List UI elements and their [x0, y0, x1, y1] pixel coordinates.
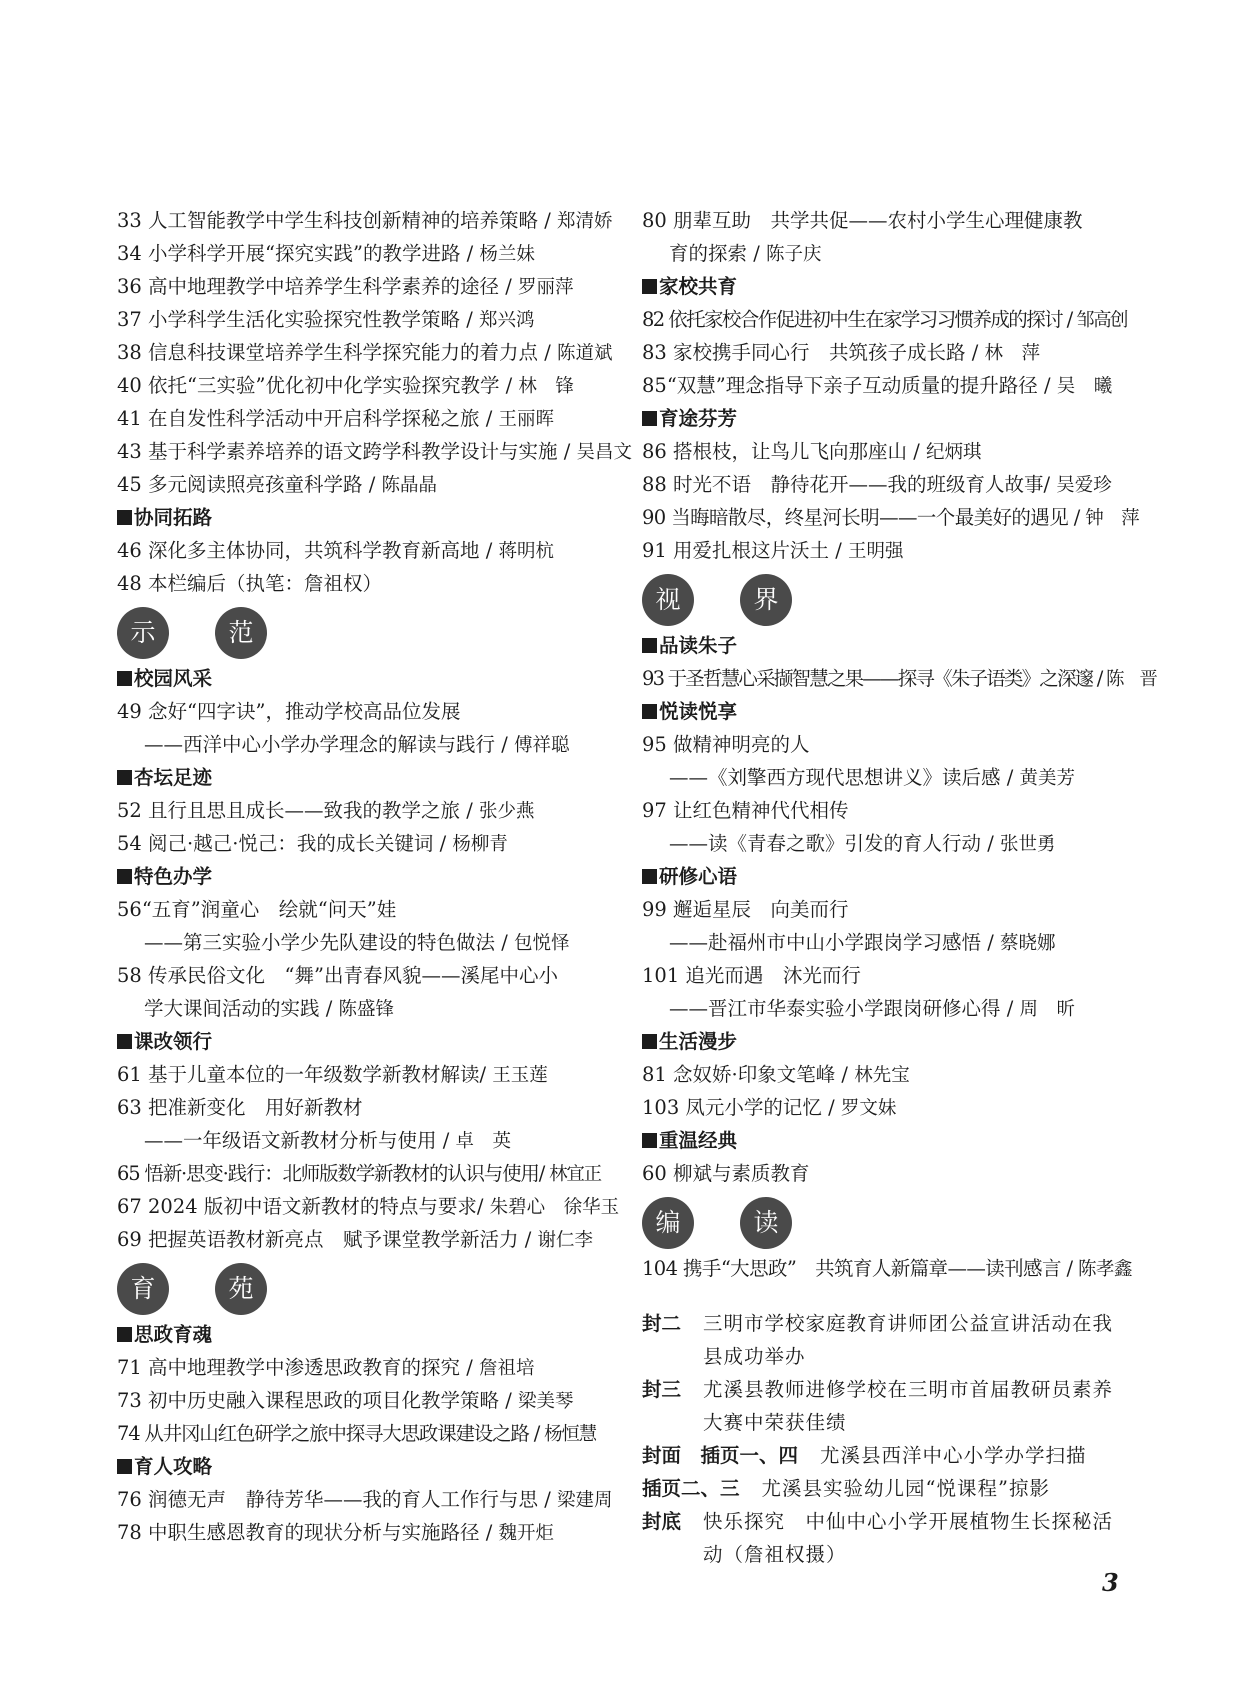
entry-title: 99 邂逅星辰 向美而行	[642, 898, 849, 921]
cover-note-label: 封三	[642, 1378, 682, 1401]
square-bullet-icon	[642, 638, 657, 653]
section-heading: 课改领行	[117, 1025, 607, 1058]
cover-note-label: 封二	[642, 1312, 682, 1335]
entry-title: 学大课间活动的实践 /	[144, 997, 339, 1020]
entry-title: 104 携手“大思政” 共筑育人新篇章——读刊感言 /	[642, 1257, 1079, 1280]
section-heading: 协同拓路	[117, 501, 607, 534]
toc-entry[interactable]	[642, 959, 1132, 992]
entry-title: 88 时光不语 静待花开——我的班级育人故事/	[642, 473, 1057, 496]
entry-author: 吴爱珍	[1056, 475, 1112, 496]
toc-entry[interactable]	[642, 1252, 1132, 1285]
entry-title: ——第三实验小学少先队建设的特色做法 /	[144, 931, 514, 954]
toc-entry[interactable]	[642, 435, 1132, 468]
toc-entry[interactable]	[117, 336, 613, 369]
square-bullet-icon	[642, 1034, 657, 1049]
section-heading: 校园风采	[117, 662, 607, 695]
entry-title: 育的探索 /	[669, 242, 766, 265]
toc-entry[interactable]	[642, 662, 1157, 695]
entry-title: 90 当晦暗散尽，终星河长明——一个最美好的遇见 /	[642, 506, 1086, 529]
toc-entry[interactable]	[117, 1058, 607, 1091]
toc-entry[interactable]	[642, 1157, 1132, 1190]
category-char-circle: 范	[215, 607, 267, 659]
entry-author: 林 萍	[984, 343, 1040, 364]
entry-title: 54 阅己·越己·悦己：我的成长关键词 /	[117, 832, 453, 855]
entry-title: 65 悟新·思变·践行：北师版数学新教材的认识与使用/	[117, 1162, 550, 1185]
entry-author: 郑兴鸿	[478, 310, 535, 331]
toc-entry[interactable]	[642, 1091, 1132, 1124]
entry-author: 林先宝	[854, 1065, 910, 1086]
cover-note-text: 尤溪县西洋中心小学办学扫描	[820, 1444, 1087, 1467]
entry-title: 58 传承民俗文化 “舞”出青春风貌——溪尾中心小	[117, 964, 558, 987]
entry-author: 梁美琴	[517, 1391, 574, 1412]
entry-author: 陈 晋	[1105, 669, 1157, 690]
spacer	[642, 1285, 1132, 1307]
section-heading: 悦读悦享	[642, 695, 1132, 728]
entry-title: ——晋江市华泰实验小学跟岗研修心得 /	[669, 997, 1020, 1020]
section-heading: 杏坛足迹	[117, 761, 607, 794]
toc-entry[interactable]	[117, 270, 607, 303]
toc-entry[interactable]	[642, 893, 1132, 926]
page-number: 3	[1102, 1568, 1119, 1597]
entry-title: ——一年级语文新教材分析与使用 /	[144, 1129, 456, 1152]
toc-entry-subtitle[interactable]	[642, 992, 1132, 1025]
section-heading: 重温经典	[642, 1124, 1132, 1157]
toc-entry[interactable]	[117, 1223, 607, 1256]
toc-entry[interactable]	[642, 369, 1132, 402]
toc-entry-subtitle[interactable]	[117, 1124, 607, 1157]
cover-note	[642, 1373, 1132, 1439]
section-heading: 品读朱子	[642, 629, 1132, 662]
cover-note	[642, 1439, 1132, 1472]
entry-author: 王玉莲	[492, 1065, 548, 1086]
entry-title: 80 朋辈互助 共学共促——农村小学生心理健康教	[642, 209, 1083, 232]
toc-entry[interactable]	[117, 794, 607, 827]
entry-title: 33 人工智能教学中学生科技创新精神的培养策略 /	[117, 209, 557, 232]
entry-title: 97 让红色精神代代相传	[642, 799, 849, 822]
toc-entry-subtitle[interactable]	[642, 926, 1132, 959]
cover-note	[642, 1505, 1132, 1571]
entry-title: 52 且行且思且成长——致我的教学之旅 /	[117, 799, 479, 822]
entry-author: 王明强	[847, 541, 904, 562]
toc-entry[interactable]	[642, 794, 1132, 827]
entry-title: 95 做精神明亮的人	[642, 733, 810, 756]
cover-note-label: 封底	[642, 1510, 682, 1533]
category-banner	[117, 600, 607, 662]
entry-author: 邹高创	[1076, 310, 1127, 331]
entry-author: 陈子庆	[765, 244, 822, 265]
entry-title: 71 高中地理教学中渗透思政教育的探究 /	[117, 1356, 479, 1379]
square-bullet-icon	[117, 770, 132, 785]
toc-entry[interactable]	[117, 1190, 620, 1223]
square-bullet-icon	[117, 1327, 132, 1342]
entry-author: 陈道斌	[556, 343, 613, 364]
section-heading: 研修心语	[642, 860, 1132, 893]
entry-author: 张世勇	[999, 834, 1056, 855]
toc-entry[interactable]	[117, 1091, 607, 1124]
toc-entry[interactable]	[117, 567, 607, 600]
toc-entry[interactable]	[642, 336, 1132, 369]
square-bullet-icon	[642, 704, 657, 719]
toc-entry[interactable]	[642, 468, 1132, 501]
entry-author: 詹祖培	[478, 1358, 535, 1379]
toc-entry[interactable]	[117, 827, 607, 860]
cover-note	[642, 1472, 1132, 1505]
entry-title: 103 凤元小学的记忆 /	[642, 1096, 841, 1119]
toc-entry[interactable]	[642, 204, 1132, 237]
entry-author: 周 昕	[1019, 999, 1075, 1020]
category-banner	[642, 1190, 1132, 1252]
section-heading: 家校共育	[642, 270, 1132, 303]
entry-title: 69 把握英语教材新亮点 赋予课堂教学新活力 /	[117, 1228, 538, 1251]
entry-title: 40 依托“三实验”优化初中化学实验探究教学 /	[117, 374, 519, 397]
entry-title: 43 基于科学素养培养的语文跨学科教学设计与实施 /	[117, 440, 577, 463]
category-char-circle: 示	[117, 607, 169, 659]
entry-author: 罗丽萍	[517, 277, 574, 298]
toc-entry[interactable]	[117, 402, 607, 435]
toc-entry[interactable]	[642, 728, 1132, 761]
entry-title: 85“双慧”理念指导下亲子互动质量的提升路径 /	[642, 374, 1057, 397]
entry-title: 74 从井冈山红色研学之旅中探寻大思政课建设之路 /	[117, 1422, 545, 1445]
entry-author: 杨兰妹	[479, 244, 535, 265]
entry-author: 魏开炬	[498, 1523, 554, 1544]
toc-entry[interactable]	[117, 237, 607, 270]
toc-entry-subtitle[interactable]	[117, 926, 607, 959]
entry-title: 76 润德无声 静待芳华——我的育人工作行与思 /	[117, 1488, 557, 1511]
square-bullet-icon	[642, 1133, 657, 1148]
toc-entry[interactable]	[642, 501, 1139, 534]
section-heading: 育途芬芳	[642, 402, 1132, 435]
entry-author: 罗文妹	[840, 1098, 897, 1119]
entry-title: 49 念好“四字诀”，推动学校高品位发展	[117, 700, 461, 723]
entry-author: 吴 曦	[1056, 376, 1113, 397]
entry-title: 37 小学科学生活化实验探究性教学策略 /	[117, 308, 479, 331]
cover-note-text: 三明市学校家庭教育讲师团公益宣讲活动在我县成功举办	[703, 1312, 1114, 1368]
toc-entry[interactable]	[117, 534, 607, 567]
category-banner	[117, 1256, 607, 1318]
toc-left-column	[117, 204, 632, 1549]
entry-title: ——赴福州市中山小学跟岗学习感悟 /	[669, 931, 1000, 954]
entry-title: 63 把准新变化 用好新教材	[117, 1096, 363, 1119]
entry-author: 蒋明杭	[498, 541, 554, 562]
entry-author: 林宜正	[549, 1164, 601, 1185]
toc-entry[interactable]	[642, 1058, 1132, 1091]
toc-entry[interactable]	[117, 1157, 607, 1190]
entry-author: 蔡晓娜	[999, 933, 1056, 954]
toc-entry[interactable]	[117, 1384, 607, 1417]
toc-entry[interactable]	[117, 1351, 607, 1384]
square-bullet-icon	[642, 869, 657, 884]
toc-entry[interactable]	[117, 695, 607, 728]
square-bullet-icon	[117, 510, 132, 525]
cover-note-label: 封面 插页一、四	[642, 1444, 799, 1467]
toc-entry[interactable]	[117, 893, 607, 926]
entry-author: 纪炳琪	[925, 442, 982, 463]
entry-author: 张少燕	[478, 801, 535, 822]
entry-author: 陈盛锋	[338, 999, 394, 1020]
square-bullet-icon	[117, 1034, 132, 1049]
category-char-circle: 育	[117, 1263, 169, 1315]
toc-entry[interactable]	[117, 303, 607, 336]
toc-entry[interactable]	[117, 468, 607, 501]
entry-title: 91 用爱扎根这片沃土 /	[642, 539, 848, 562]
entry-author: 杨柳青	[452, 834, 508, 855]
category-char-circle: 苑	[215, 1263, 267, 1315]
category-char-circle: 界	[740, 574, 792, 626]
cover-note-label: 插页二、三	[642, 1477, 740, 1500]
entry-title: 101 追光而遇 沐光而行	[642, 964, 861, 987]
entry-author: 郑清娇	[556, 211, 613, 232]
entry-title: 46 深化多主体协同，共筑科学教育新高地 /	[117, 539, 499, 562]
toc-entry[interactable]	[117, 204, 613, 237]
toc-entry-subtitle[interactable]	[117, 728, 607, 761]
cover-note-text: 尤溪县实验幼儿园“悦课程”掠影	[761, 1477, 1050, 1500]
cover-note	[642, 1307, 1132, 1373]
entry-author: 林 锋	[518, 376, 574, 397]
entry-title: ——《刘擎西方现代思想讲义》读后感 /	[669, 766, 1020, 789]
section-heading: 生活漫步	[642, 1025, 1132, 1058]
toc-entry[interactable]	[117, 435, 632, 468]
toc-entry[interactable]	[642, 303, 1132, 336]
toc-entry[interactable]	[117, 1417, 607, 1450]
entry-title: 34 小学科学开展“探究实践”的教学进路 /	[117, 242, 480, 265]
toc-entry-subtitle[interactable]	[117, 992, 607, 1025]
entry-author: 包悦怿	[513, 933, 570, 954]
entry-title: 45 多元阅读照亮孩童科学路 /	[117, 473, 382, 496]
entry-author: 杨恒慧	[544, 1424, 596, 1445]
section-heading: 思政育魂	[117, 1318, 607, 1351]
entry-title: 61 基于儿童本位的一年级数学新教材解读/	[117, 1063, 493, 1086]
square-bullet-icon	[642, 279, 657, 294]
entry-title: 83 家校携手同心行 共筑孩子成长路 /	[642, 341, 985, 364]
toc-entry[interactable]	[117, 959, 607, 992]
toc-entry-subtitle[interactable]	[642, 761, 1132, 794]
square-bullet-icon	[117, 671, 132, 686]
entry-title: 48 本栏编后（执笔：詹祖权）	[117, 572, 383, 595]
toc-right-column	[642, 204, 1157, 1571]
entry-title: 73 初中历史融入课程思政的项目化教学策略 /	[117, 1389, 518, 1412]
toc-entry[interactable]	[642, 534, 1132, 567]
entry-title: 81 念奴娇·印象文笔峰 /	[642, 1063, 855, 1086]
entry-title: 82 依托家校合作促进初中生在家学习习惯养成的探讨 /	[642, 308, 1077, 331]
category-char-circle: 视	[642, 574, 694, 626]
entry-title: ——读《青春之歌》引发的育人行动 /	[669, 832, 1000, 855]
square-bullet-icon	[117, 869, 132, 884]
entry-author: 陈孝鑫	[1078, 1259, 1132, 1280]
toc-entry-subtitle[interactable]	[642, 237, 1132, 270]
entry-author: 陈晶晶	[381, 475, 437, 496]
section-heading: 育人攻略	[117, 1450, 607, 1483]
entry-author: 谢仁李	[537, 1230, 593, 1251]
entry-author: 朱碧心 徐华玉	[489, 1197, 620, 1218]
category-char-circle: 读	[740, 1197, 792, 1249]
cover-note-text: 尤溪县教师进修学校在三明市首届教研员素养大赛中荣获佳绩	[703, 1378, 1114, 1434]
entry-author: 吴昌文	[576, 442, 632, 463]
category-char-circle: 编	[642, 1197, 694, 1249]
square-bullet-icon	[117, 1459, 132, 1474]
entry-title: 93 于圣哲慧心采撷智慧之果——探寻《朱子语类》之深邃 /	[642, 667, 1106, 690]
entry-author: 梁建周	[556, 1490, 613, 1511]
square-bullet-icon	[642, 411, 657, 426]
entry-title: 78 中职生感恩教育的现状分析与实施路径 /	[117, 1521, 499, 1544]
entry-author: 卓 英	[455, 1131, 511, 1152]
toc-entry[interactable]	[117, 369, 607, 402]
entry-title: 41 在自发性科学活动中开启科学探秘之旅 /	[117, 407, 499, 430]
entry-title: ——西洋中心小学办学理念的解读与践行 /	[144, 733, 514, 756]
section-heading: 特色办学	[117, 860, 607, 893]
cover-note-text: 快乐探究 中仙中心小学开展植物生长探秘活动（詹祖权摄）	[703, 1510, 1114, 1566]
entry-title: 56“五育”润童心 绘就“问天”娃	[117, 898, 397, 921]
category-banner	[642, 567, 1132, 629]
entry-title: 60 柳斌与素质教育	[642, 1162, 810, 1185]
entry-author: 钟 萍	[1085, 508, 1139, 529]
entry-title: 86 搭根枝，让鸟儿飞向那座山 /	[642, 440, 926, 463]
toc-entry[interactable]	[117, 1483, 613, 1516]
toc-entry-subtitle[interactable]	[642, 827, 1132, 860]
entry-title: 38 信息科技课堂培养学生科学探究能力的着力点 /	[117, 341, 557, 364]
entry-author: 黄美芳	[1019, 768, 1075, 789]
toc-entry[interactable]	[117, 1516, 607, 1549]
entry-title: 67 2024 版初中语文新教材的特点与要求/	[117, 1195, 490, 1218]
entry-author: 王丽晖	[498, 409, 554, 430]
entry-title: 36 高中地理教学中培养学生科学素养的途径 /	[117, 275, 518, 298]
entry-author: 傅祥聪	[513, 735, 570, 756]
